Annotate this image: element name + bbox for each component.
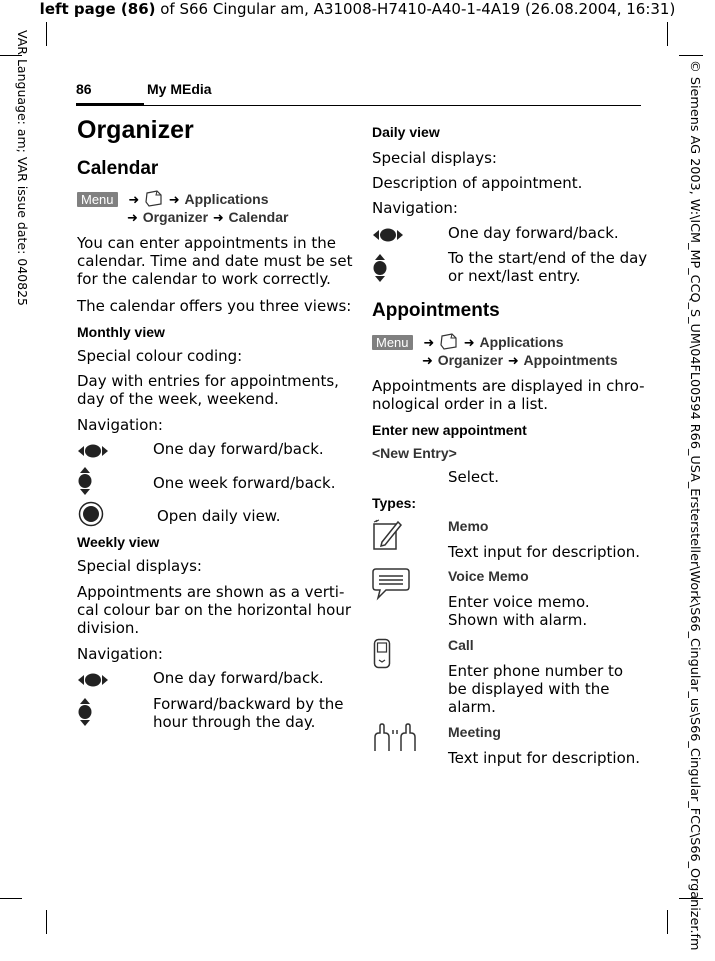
calendar-intro-line: calendar. Time and date must be set — [77, 252, 353, 270]
nav-left-right-icon — [77, 672, 109, 688]
views-text: The calendar offers you three views: — [77, 297, 352, 315]
call-desc-line: Enter phone number to — [448, 662, 624, 680]
weekly-desc-line: cal colour bar on the horizontal hour — [77, 601, 352, 619]
weekly-desc — [77, 583, 351, 637]
arrow-icon: ➜ — [423, 336, 435, 351]
memo-desc: Text input for description. — [448, 543, 641, 561]
print-header — [0, 0, 715, 18]
side-note-right-text: © Siemens AG 2003, W:\ICM_MP_CCQ_S_UM\04FL00594 R66_USA_Erstersteller\Work\S66_Cingular_us\S66_Cingular_FCC\S66_Organizer.fm — [687, 60, 702, 951]
meeting-label: Meeting — [448, 724, 501, 740]
appointments-menu-path — [372, 332, 642, 353]
weekly-nav-hour-line: hour through the day. — [153, 713, 316, 731]
weekly-navigation: Navigation: — [77, 645, 163, 663]
daily-nav-start-line: or next/last entry. — [448, 267, 581, 285]
print-header-prefix: left page (86) — [39, 0, 156, 18]
weekly-desc-line: division. — [77, 619, 140, 637]
crop-mark — [46, 22, 47, 46]
calendar-heading: Calendar — [77, 158, 159, 179]
crop-mark — [667, 22, 668, 46]
monthly-navigation: Navigation: — [77, 416, 163, 434]
appointments-menu-path-line2 — [422, 351, 618, 371]
daily-navigation: Navigation: — [372, 199, 458, 217]
header-rule — [144, 105, 641, 106]
calendar-intro-line: You can enter appointments in the — [77, 234, 336, 252]
menu-key-badge: Menu — [77, 192, 118, 207]
weekly-nav-day-text: One day forward/back. — [153, 669, 324, 687]
memo-label: Memo — [448, 518, 489, 534]
nav-daily-text: Open daily view. — [157, 507, 281, 525]
daily-nav-day-text: One day forward/back. — [448, 224, 619, 242]
path-applications: Applications — [479, 334, 564, 350]
crop-mark — [679, 55, 703, 56]
page-number: 86 — [76, 81, 92, 97]
path-organizer: Organizer — [142, 209, 209, 225]
arrow-icon: ➜ — [127, 211, 138, 226]
select-text: Select. — [448, 468, 500, 486]
appointments-desc-line: Appointments are displayed in chro- — [372, 377, 645, 395]
nav-day-text: One day forward/back. — [153, 440, 324, 458]
voice-memo-desc — [448, 593, 590, 629]
daily-nav-start-text — [448, 249, 647, 285]
weekly-heading: Weekly view — [77, 534, 160, 550]
section-title: My MEdia — [147, 81, 212, 97]
weekly-nav-hour-text — [153, 695, 343, 731]
new-entry-label: <New Entry> — [372, 445, 457, 461]
page-title: Organizer — [77, 116, 194, 144]
arrow-icon: ➜ — [128, 193, 140, 208]
calendar-intro — [77, 234, 352, 288]
nav-left-right-icon — [372, 227, 404, 243]
nav-left-right-icon — [77, 443, 109, 459]
weekly-special: Special displays: — [77, 557, 202, 575]
arrow-icon: ➜ — [212, 211, 224, 226]
path-calendar: Calendar — [228, 209, 289, 225]
arrow-icon: ➜ — [463, 336, 475, 351]
weekly-nav-hour-line: Forward/backward by the — [153, 695, 344, 713]
nav-week-text: One week forward/back. — [153, 474, 336, 492]
call-desc-line: be displayed with the — [448, 680, 610, 698]
arrow-icon: ➜ — [507, 354, 519, 369]
arrow-icon: ➜ — [168, 193, 180, 208]
nav-up-down-icon — [372, 253, 388, 283]
appointments-desc — [372, 377, 645, 413]
types-heading: Types: — [372, 495, 417, 511]
header-rule-thick — [76, 103, 144, 106]
enter-appointment-heading: Enter new appointment — [372, 422, 527, 438]
voice-memo-icon — [372, 567, 412, 601]
daily-heading: Daily view — [372, 124, 440, 140]
daily-nav-start-line: To the start/end of the day — [448, 249, 648, 267]
weekly-desc-line: Appointments are shown as a verti- — [77, 583, 345, 601]
path-applications: Applications — [184, 191, 269, 207]
call-desc-line: alarm. — [448, 698, 496, 716]
organizer-icon — [439, 332, 459, 350]
monthly-desc-line: day of the week, weekend. — [77, 390, 279, 408]
daily-special: Special displays: — [372, 149, 497, 167]
appointments-heading: Appointments — [372, 300, 500, 321]
monthly-heading: Monthly view — [77, 324, 165, 340]
daily-desc: Description of appointment. — [372, 174, 583, 192]
organizer-icon — [144, 189, 164, 207]
call-label: Call — [448, 637, 474, 653]
arrow-icon: ➜ — [422, 354, 433, 369]
crop-mark — [667, 910, 668, 934]
center-key-icon — [78, 501, 104, 527]
nav-up-down-icon — [77, 697, 93, 727]
calendar-menu-path-line2 — [127, 208, 288, 228]
crop-mark — [46, 910, 47, 934]
memo-icon — [372, 518, 402, 552]
calendar-intro-line: for the calendar to work correctly. — [77, 270, 331, 288]
meeting-desc: Text input for description. — [448, 749, 641, 767]
crop-mark — [0, 898, 22, 899]
nav-up-down-icon — [77, 466, 93, 496]
phone-call-icon — [373, 638, 391, 670]
calendar-menu-path — [77, 189, 347, 210]
call-desc — [448, 662, 623, 716]
voice-memo-label: Voice Memo — [448, 568, 529, 584]
print-header-rest: of S66 Cingular am, A31008-H7410-A40-1-4A19 (26.08.2004, 16:31) — [155, 0, 676, 18]
voice-memo-desc-line: Shown with alarm. — [448, 611, 588, 629]
side-note-right — [686, 60, 706, 960]
monthly-desc — [77, 372, 339, 408]
appointments-desc-line: nological order in a list. — [372, 395, 549, 413]
monthly-desc-line: Day with entries for appointments, — [77, 372, 339, 390]
menu-key-badge: Menu — [372, 335, 413, 350]
meeting-icon — [372, 723, 418, 753]
monthly-special: Special colour coding: — [77, 347, 243, 365]
side-note-left — [14, 30, 32, 306]
path-appointments: Appointments — [523, 352, 618, 368]
path-organizer: Organizer — [437, 352, 504, 368]
voice-memo-desc-line: Enter voice memo. — [448, 593, 590, 611]
side-note-left-text: VAR Language: am; VAR issue date: 040825 — [15, 30, 30, 306]
